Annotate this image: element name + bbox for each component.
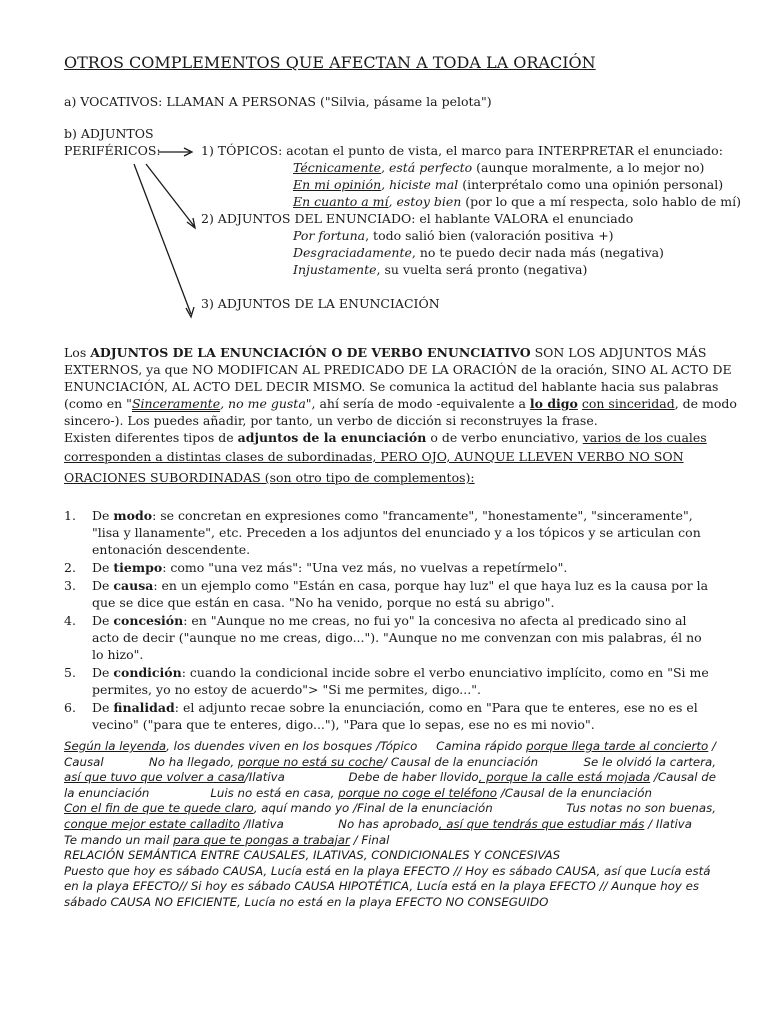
example-row: Causal No ha llegado, porque no está su coche/ Causal de la enunciación Se le olvidó la cartera, [64,754,716,769]
list-item-finalidad: 6. De finalidad: el adjunto recae sobre la enunciación, como en "Para que te enteres, ese no es el vecino" ("para que te enteres, digo..."), "Para que lo sepas, ese no es mi novio". [64,700,698,733]
enunciado-example-1: Por fortuna, todo salió bien (valoración positiva +) [293,228,614,243]
page-title: OTROS COMPLEMENTOS QUE AFECTAN A TODA LA ORACIÓN [64,53,596,72]
paragraph-line-7: corresponden a distintas clases de subordinadas, PERO OJO, AUNQUE LLEVEN VERBO NO SON [64,449,684,464]
example-row: Puesto que hoy es sábado CAUSA, Lucía está en la playa EFECTO // Hoy es sábado CAUSA, así que Lucía está [64,863,711,878]
example-row: RELACIÓN SEMÁNTICA ENTRE CAUSALES, ILATIVAS, CONDICIONALES Y CONCESIVAS [64,848,561,863]
list-item-causa: 3. De causa: en un ejemplo como "Están en casa, porque hay luz" el que haya luz es la causa por la que se dice que están en casa. "No ha venido, porque no está su abrigo". [64,578,709,610]
topicos-label: 1) TÓPICOS: acotan el punto de vista, el marco para INTERPRETAR el enunciado: [201,143,723,158]
list-item-condicion: 5. De condición: cuando la condicional incide sobre el verbo enunciativo implícito, como en "Si me permites, yo no estoy de acuerdo"> "Si me permites, digo...". [64,665,709,697]
topicos-example-1: Técnicamente, está perfecto (aunque moralmente, a lo mejor no) [293,160,705,175]
arrow-to-enunciado [146,164,194,226]
adjuntos-types-list [64,508,714,735]
vocativos-line: a) VOCATIVOS: LLAMAN A PERSONAS ("Silvia, pásame la pelota") [64,94,492,109]
paragraph-line-3: ENUNCIACIÓN, AL ACTO DEL DECIR MISMO. Se comunica la actitud del hablante hacia sus palabras [64,379,719,394]
paragraph-line-6: Existen diferentes tipos de adjuntos de la enunciación o de verbo enunciativo, varios de los cuales [64,430,707,445]
list-item-tiempo: 2. De tiempo: como "una vez más": "Una vez más, no vuelvas a repetírmelo". [64,559,568,575]
enunciado-label: 2) ADJUNTOS DEL ENUNCIADO: el hablante VALORA el enunciado [201,211,634,226]
example-row: la enunciación Luis no está en casa, porque no coge el teléfono /Causal de la enunciación [64,785,652,800]
example-row: Te mando un mail para que te pongas a trabajar / Final [64,832,390,847]
example-row: así que tuvo que volver a casa/Ilativa Debe de haber llovido, porque la calle está mojada /Causal de [64,770,716,785]
paragraph-line-8: ORACIONES SUBORDINADAS (son otro tipo de complementos): [64,470,475,485]
adjuntos-heading: b) ADJUNTOS [64,126,154,141]
perifericos-heading: PERIFÉRICOS: [64,143,161,158]
enunciacion-label: 3) ADJUNTOS DE LA ENUNCIACIÓN [201,296,440,311]
list-item-modo: 1. De modo: se concretan en expresiones como "francamente", "honestamente", "sinceramente", "lisa y llanamente", etc. Preceden a los adjuntos del enunciado y a los tópicos y se articulan con entonación descendente. [64,508,701,557]
topicos-example-3: En cuanto a mí, estoy bien (por lo que a mí respecta, solo hablo de mí) [293,194,741,209]
example-row: conque mejor estate calladito /Ilativa No has aprobado, así que tendrás que estudiar más / Ilativa [64,816,692,831]
list-item-concesion: 4. De concesión: en "Aunque no me creas, no fui yo" la concesiva no afecta al predicado sino al acto de decir ("aunque no me creas, digo..."). "Aunque no me convenzan con mis palabras, él no lo hizo". [64,613,702,662]
arrow-to-enunciacion [134,164,191,314]
example-row: sábado CAUSA NO EFICIENTE, Lucía no está en la playa EFECTO NO CONSEGUIDO [64,894,549,909]
enunciado-example-3: Injustamente, su vuelta será pronto (negativa) [293,262,588,277]
topicos-example-2: En mi opinión, hiciste mal (interprétalo como una opinión personal) [293,177,724,192]
paragraph-line-4: (como en "Sinceramente, no me gusta", ahí sería de modo -equivalente a lo digo con sinceridad, de modo [64,396,737,411]
example-row: Con el fin de que te quede claro, aquí mando yo /Final de la enunciación Tus notas no son buenas, [64,801,716,816]
paragraph-line-5: sincero-). Los puedes añadir, por tanto, un verbo de dicción si reconstruyes la frase. [64,413,598,428]
paragraph-line-1: Los ADJUNTOS DE LA ENUNCIACIÓN O DE VERBO ENUNCIATIVO SON LOS ADJUNTOS MÁS [64,345,707,360]
enunciado-example-2: Desgraciadamente, no te puedo decir nada más (negativa) [293,245,664,260]
example-row: Según la leyenda, los duendes viven en los bosques /Tópico Camina rápido porque llega tarde al concierto / [64,739,716,753]
paragraph-line-2: EXTERNOS, ya que NO MODIFICAN AL PREDICADO DE LA ORACIÓN de la oración, SINO AL ACTO DE [64,362,732,377]
example-row: en la playa EFECTO// Si hoy es sábado CAUSA HIPOTÉTICA, Lucía está en la playa EFECTO // Aunque hoy es [64,879,700,894]
examples-block [64,739,716,911]
